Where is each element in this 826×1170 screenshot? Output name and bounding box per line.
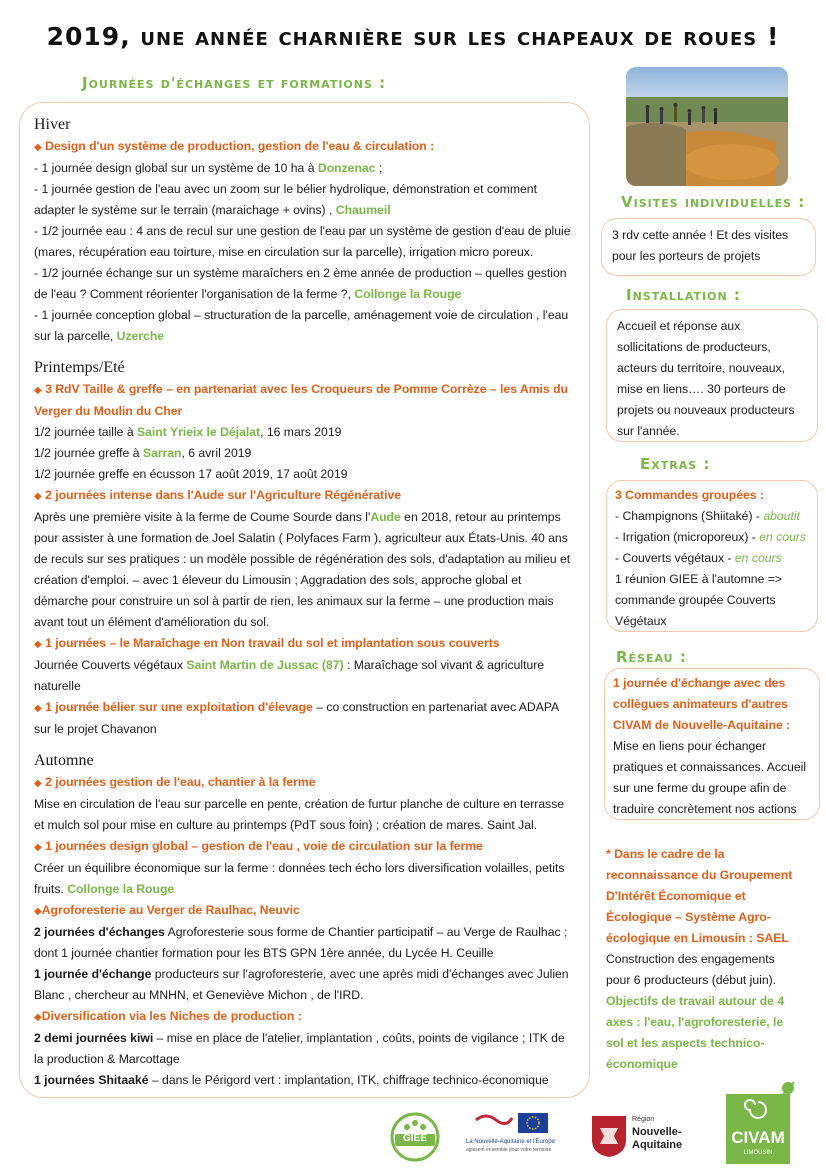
hiver-line-1: - 1 journée design global sur un système de 10 ha à Donzenac ; [34,161,383,175]
extras-item-2: - Irrigation (microporeux) - en cours [615,530,807,544]
installation-box [606,309,818,442]
automne-para-6: 1 journées Shitaaké – dans le Périgord vert : implantation, ITK, chiffrage technico-économique [34,1073,549,1087]
printemps-topic-4: ◆ 1 journée bélier sur une exploitation d'élevage – co construction en partenariat avec ADAPA sur le projet Chavanon [34,700,559,736]
visites-box [601,218,816,276]
automne-topic-4: ◆Diversification via les Niches de production : [34,1009,302,1023]
diamond-icon: ◆ [34,385,42,396]
civam-sub: LIMOUSIN [743,1150,773,1156]
diamond-icon: ◆ [34,142,42,153]
printemps-para-2: Après une première visite à la ferme de Coume Sourde dans l'Aude en 2018, retour au printemps pour assister à une formation de Joel Salatin ( Polyfaces Farm ), agriculteur aux États-Unis. 40 ans de reculs sur ses pratiques : un modèle possible de régénération des sols, d'adaptation au milieu et création d'emploi. – avec 1 éleveur du Limousin ; Aggradation des sols, approche global et démarche pour construire un sol à partir de rien, les animaux sur la ferme – une production mais avant tout un élément d'amélioration du sol. [34,510,571,629]
diamond-icon: ◆ [34,703,42,714]
diamond-icon: ◆ [34,1012,42,1023]
giee-logo [390,1110,440,1165]
heading-journees: Journées d'échanges et formations : [82,74,387,92]
diamond-icon: ◆ [34,491,42,502]
giee-logo-text: GIEE [403,1133,427,1144]
season-printemps: Printemps/Eté [34,359,125,376]
heading-visites: Visites individuelles : [621,193,806,211]
printemps-line-2: 1/2 journée greffe à Sarran, 6 avril 2019 [34,446,252,460]
region-line-1: Région [632,1116,655,1123]
europe-line-1: La Nouvelle-Aquitaine et l'Europe [466,1139,555,1145]
automne-para-5: 2 demi journées kiwi – mise en place de l'atelier, implantation , coûts, points de vigilance ; ITK de la production & Marcottage [34,1031,565,1066]
printemps-para-3: Journée Couverts végétaux Saint Martin de Jussac (87) : Maraîchage sol vivant & agriculture naturelle [34,658,545,693]
automne-para-4: 1 journée d'échange producteurs sur l'agroforesterie, avec une après midi d'échanges avec Julien Blanc , chercheur au MNHN, et Geneviève Michon , de l'IRD. [34,967,569,1002]
printemps-line-3: 1/2 journée greffe en écusson 17 août 2019, 17 août 2019 [34,467,348,481]
hiver-line-3: - 1/2 journée eau : 4 ans de recul sur une gestion de l'eau par un système de gestion d'eau de pluie (mares, récupération eau toirture, mise en circulation sur la parcelle), irrigation micro poreux. [34,224,571,259]
visites-text: 3 rdv cette année ! Et des visites pour les porteurs de projets [612,228,789,263]
extras-item-4: 1 réunion GIEE à l'automne => commande groupée Couverts Végétaux [615,572,782,628]
automne-para-3: 2 journées d'échanges Agroforesterie sous forme de Chantier participatif – au Verge de Raulhac ; dont 1 journée chantier formation pour les BTS GPN 1ère année, du Lycée H. Ceuille [34,925,568,960]
installation-text: Accueil et réponse aux sollicitations de producteurs, acteurs du territoire, nouveaux, mise en liens…. 30 porteurs de projets ou nouveaux producteurs sur l'année. [617,319,795,438]
hiver-topic-1: ◆ Design d'un système de production, gestion de l'eau & circulation : [34,139,435,153]
diamond-icon: ◆ [34,778,42,789]
printemps-line-1: 1/2 journée taille à Saint Yrieix le Déjalat, 16 mars 2019 [34,425,342,439]
automne-para-1: Mise en circulation de l'eau sur parcelle en pente, création de furtur planche de culture en terrasse et mulch sol pour mise en culture au printemps (PdT sous foin) ; création de mares. Saint Jal. [34,797,565,832]
region-line-3: Aquitaine [632,1139,683,1151]
printemps-topic-2: ◆ 2 journées intense dans l'Aude sur l'Agriculture Régénérative [34,488,402,502]
journees-box [19,102,590,1098]
extras-item-3: - Couverts végétaux - en cours [615,551,782,565]
giee-text-3: Objectifs de travail autour de 4 axes : l'eau, l'agroforesterie, le sol et les aspects technico-économique [606,994,785,1071]
region-logo [590,1114,690,1162]
civam-block [726,1094,790,1164]
giee-block [606,844,802,1075]
hiver-line-5: - 1 journée conception global – structuration de la parcelle, aménagement voie de circulation , l'eau sur la parcelle, Uzerche [34,308,569,343]
heading-installation: Installation : [626,286,741,304]
automne-para-2: Créer un équilibre économique sur la ferme : données tech écho lors diversification volailles, petits fruits. Collonge la Rouge [34,861,565,896]
diamond-icon: ◆ [34,842,42,853]
civam-text: CIVAM [731,1128,785,1147]
automne-topic-1: ◆ 2 journées gestion de l'eau, chantier à la ferme [34,775,316,789]
europe-line-2: agissent ensemble pour votre territoire [466,1147,552,1153]
hiver-line-2: - 1 journée gestion de l'eau avec un zoom sur le bélier hydrolique, démonstration et comment adapter le système sur le terrain (maraichage + ovins) , Chaumeil [34,182,537,217]
page-title: 2019, une année charnière sur les chapeaux de roues ! [46,22,780,51]
giee-text-2: Construction des engagements pour 6 producteurs (début juin). [606,952,777,987]
reseau-box [604,668,820,820]
extras-box [606,480,818,632]
heading-extras: Extras : [640,455,711,473]
field-photo [626,67,788,186]
giee-text-1: * Dans le cadre de la reconnaissance du Groupement D'Intérêt Économique et Écologique – Système Agro-écologique en Limousin : SAEL [606,847,793,945]
automne-topic-2: ◆ 1 journées design global – gestion de l'eau , voie de circulation sur la ferme [34,839,483,853]
printemps-topic-3: ◆ 1 journées – le Maraîchage en Non travail du sol et implantation sous couverts [34,636,500,650]
europe-logo [466,1110,586,1160]
hiver-line-4: - 1/2 journée échange sur un système maraîchers en 2 ème année de production – quelles gestion de l'eau ? Comment réorienter l'organisation de la ferme ?, Collonge la Rouge [34,266,567,301]
reseau-title: 1 journée d'échange avec des collègues animateurs d'autres CIVAM de Nouvelle-Aquitaine : [613,676,791,732]
diamond-icon: ◆ [34,639,42,650]
automne-topic-3: ◆Agroforesterie au Verger de Raulhac, Neuvic [34,903,300,917]
heading-reseau: Réseau : [616,648,687,666]
printemps-topic-1: ◆ 3 RdV Taille & greffe – en partenariat avec les Croqueurs de Pomme Corrèze – les Amis du Verger du Moulin du Cher [34,382,568,418]
season-automne: Automne [34,752,94,769]
civam-logo [726,1074,806,1166]
extras-item-1: - Champignons (Shiitaké) - aboutit [615,509,800,523]
region-line-2: Nouvelle- [632,1126,682,1138]
reseau-text: Mise en liens pour échanger pratiques et connaissances. Accueil sur une ferme du groupe afin de traduire concrètement nos actions [613,739,807,816]
extras-title: 3 Commandes groupées : [615,488,764,502]
season-hiver: Hiver [34,116,71,133]
diamond-icon: ◆ [34,906,42,917]
